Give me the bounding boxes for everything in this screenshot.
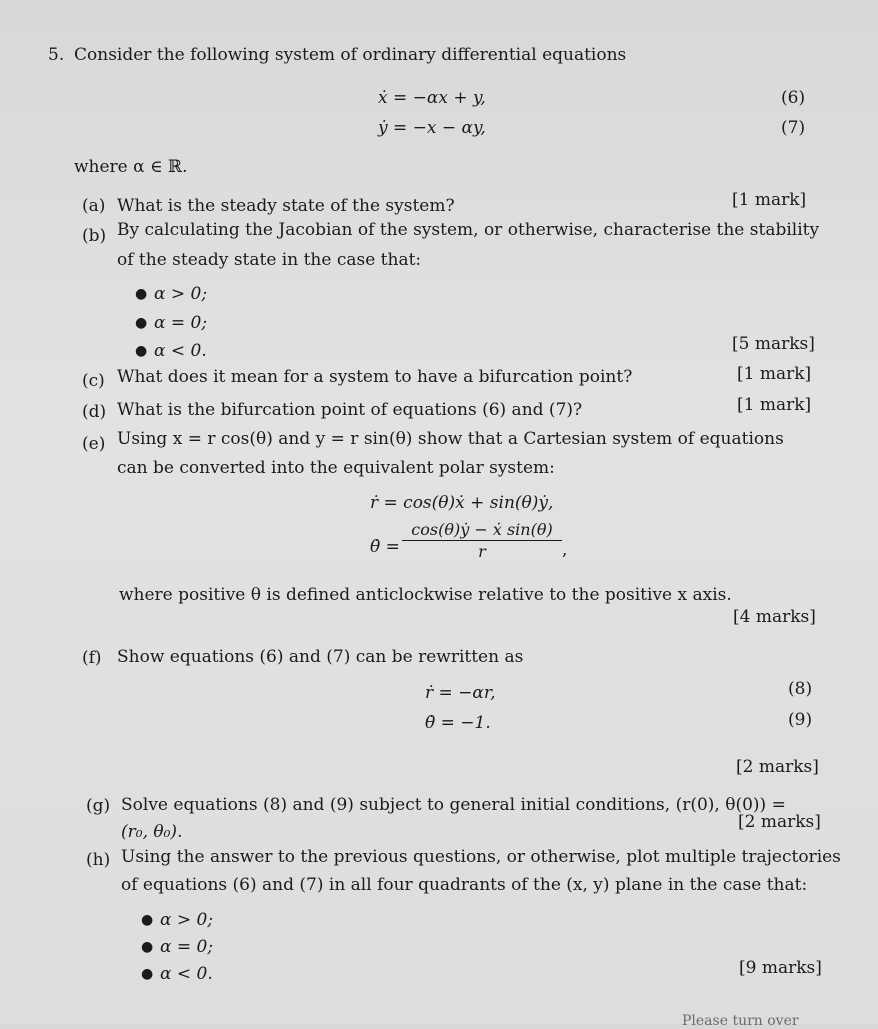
part-h-bullet-2: α = 0; bbox=[160, 937, 214, 957]
part-g-label: (g) bbox=[86, 796, 111, 816]
polar-theta-denominator: r bbox=[478, 542, 486, 561]
part-e-marks: [4 marks] bbox=[733, 607, 816, 627]
part-c-marks: [1 mark] bbox=[737, 364, 812, 384]
question-number: 5. bbox=[48, 45, 65, 65]
part-h-bullet-1: α > 0; bbox=[160, 910, 214, 930]
equation-6: ẋ = −αx + y, bbox=[378, 88, 486, 108]
part-a-label: (a) bbox=[82, 196, 106, 216]
part-g-marks: [2 marks] bbox=[738, 812, 821, 832]
part-g-text-line2: (r₀, θ₀). bbox=[121, 822, 183, 842]
part-b-bullet-1: α > 0; bbox=[154, 284, 208, 304]
equation-7-number: (7) bbox=[781, 118, 806, 138]
polar-theta-lhs: θ̇ = bbox=[370, 537, 400, 557]
part-c-text: What does it mean for a system to have a bifurcation point? bbox=[117, 367, 633, 387]
bullet-dot: ● bbox=[135, 343, 148, 359]
equation-6-number: (6) bbox=[781, 88, 806, 108]
part-b-text-line1: By calculating the Jacobian of the system, or otherwise, characterise the stability bbox=[117, 220, 820, 240]
question-intro: Consider the following system of ordinary differential equations bbox=[74, 45, 627, 65]
polar-r-equation: ṙ = cos(θ)ẋ + sin(θ)ẏ, bbox=[370, 493, 554, 513]
part-b-text-line2: of the steady state in the case that: bbox=[117, 250, 422, 270]
bullet-dot: ● bbox=[135, 315, 148, 331]
where-alpha-text: where α ∈ ℝ. bbox=[74, 157, 188, 177]
part-f-label: (f) bbox=[82, 648, 102, 668]
polar-theta-numerator: cos(θ)ẏ − ẋ sin(θ) bbox=[402, 520, 562, 541]
part-h-text-line1: Using the answer to the previous questions, or otherwise, plot multiple trajectories bbox=[121, 847, 841, 867]
part-b-marks: [5 marks] bbox=[732, 334, 815, 354]
part-b-bullet-2: α = 0; bbox=[154, 313, 208, 333]
part-a-text: What is the steady state of the system? bbox=[117, 196, 455, 216]
part-e-text-line3: where positive θ is defined anticlockwise relative to the positive x axis. bbox=[119, 585, 732, 605]
part-f-text: Show equations (6) and (7) can be rewritten as bbox=[117, 647, 524, 667]
part-g-text-line1: Solve equations (8) and (9) subject to general initial conditions, (r(0), θ(0)) = bbox=[121, 795, 786, 815]
part-h-label: (h) bbox=[86, 850, 111, 870]
bullet-dot: ● bbox=[135, 286, 148, 302]
part-h-text-line2: of equations (6) and (7) in all four quadrants of the (x, y) plane in the case that: bbox=[121, 875, 808, 895]
part-f-marks: [2 marks] bbox=[736, 757, 819, 777]
equation-9: θ̇ = −1. bbox=[425, 713, 491, 733]
part-e-text-line2: can be converted into the equivalent polar system: bbox=[117, 458, 555, 478]
equation-8: ṙ = −αr, bbox=[425, 683, 496, 703]
bullet-dot: ● bbox=[141, 912, 154, 928]
equation-7: ẏ = −x − αy, bbox=[378, 118, 486, 138]
part-d-label: (d) bbox=[82, 402, 107, 422]
part-e-text-line1: Using x = r cos(θ) and y = r sin(θ) show that a Cartesian system of equations bbox=[117, 429, 784, 449]
bullet-dot: ● bbox=[141, 939, 154, 955]
equation-9-number: (9) bbox=[788, 710, 813, 730]
part-a-marks: [1 mark] bbox=[732, 190, 807, 210]
part-b-bullet-3: α < 0. bbox=[154, 341, 207, 361]
part-h-bullet-3: α < 0. bbox=[160, 964, 213, 984]
part-d-text: What is the bifurcation point of equations (6) and (7)? bbox=[117, 400, 583, 420]
footer-turn-over: Please turn over bbox=[682, 1013, 799, 1029]
part-e-label: (e) bbox=[82, 434, 106, 454]
part-d-marks: [1 mark] bbox=[737, 395, 812, 415]
polar-theta-comma: , bbox=[562, 540, 568, 560]
bullet-dot: ● bbox=[141, 966, 154, 982]
part-c-label: (c) bbox=[82, 371, 105, 391]
polar-theta-fraction bbox=[402, 520, 562, 563]
part-b-label: (b) bbox=[82, 226, 107, 246]
part-h-marks: [9 marks] bbox=[739, 958, 822, 978]
equation-8-number: (8) bbox=[788, 679, 813, 699]
